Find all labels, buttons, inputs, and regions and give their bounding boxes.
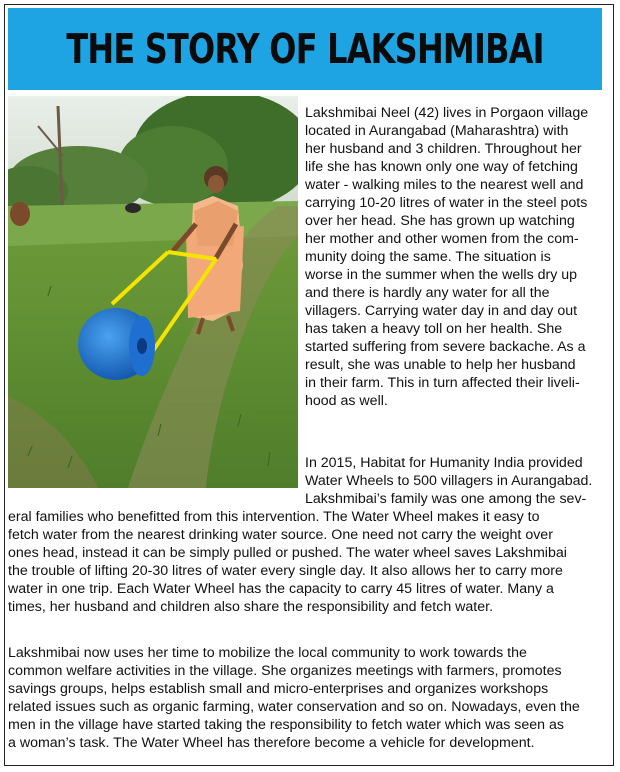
paragraph-line: worse in the summer when the wells dry up	[305, 267, 578, 283]
paragraph-line: savings groups, helps establish small and micro-enterprises and organizes workshops	[8, 681, 549, 697]
paragraph-line: and there is hardly any water for all the	[305, 285, 550, 301]
woman-pushing-water-wheel-photo	[8, 96, 298, 488]
paragraph-line: a woman’s task. The Water Wheel has therefore become a vehicle for development.	[8, 735, 535, 751]
paragraph-line: fetch water from the nearest drinking water source. One need not carry the weight over	[8, 527, 553, 543]
paragraph-line: located in Aurangabad (Maharashtra) with	[305, 123, 569, 139]
paragraph-line: In 2015, Habitat for Humanity India provided	[305, 455, 583, 471]
paragraph-line: related issues such as organic farming, water conservation and so on. Nowadays, even the	[8, 699, 580, 715]
paragraph-line: Lakshmibai Neel (42) lives in Porgaon village	[305, 105, 589, 121]
title-banner	[8, 8, 602, 90]
paragraph-2-bottom	[8, 508, 608, 616]
paragraph-line: Lakshmibai now uses her time to mobilize the local community to work towards the	[8, 645, 527, 661]
paragraph-line: times, her husband and children also share the responsibility and fetch water.	[8, 599, 494, 615]
paragraph-line: Lakshmibai’s family was one among the sev-	[305, 491, 587, 507]
paragraph-line: ones head, instead it can be simply pulled or pushed. The water wheel saves Lakshmibai	[8, 545, 567, 561]
paragraph-line: in their farm. This in turn affected their liveli-	[305, 375, 580, 391]
paragraph-line: her husband and 3 children. Throughout her	[305, 141, 582, 157]
paragraph-1	[305, 104, 601, 410]
paragraph-2-top	[305, 454, 601, 508]
paragraph-line: over her head. She has grown up watching	[305, 213, 575, 229]
paragraph-line: Water Wheels to 500 villagers in Aurangabad.	[305, 473, 593, 489]
paragraph-line: hood as well.	[305, 393, 388, 409]
paragraph-line: the trouble of lifting 20-30 litres of water every single day. It also allows her to carry more	[8, 563, 563, 579]
paragraph-line: her mother and other women from the com-	[305, 231, 579, 247]
paragraph-line: started suffering from severe backache. As a	[305, 339, 586, 355]
paragraph-line: water in one trip. Each Water Wheel has the capacity to carry 45 litres of water. Many a	[8, 581, 554, 597]
paragraph-3	[8, 644, 608, 752]
paragraph-line: water - walking miles to the nearest well and	[305, 177, 584, 193]
paragraph-line: has taken a heavy toll on her health. She	[305, 321, 563, 337]
paragraph-line: munity doing the same. The situation is	[305, 249, 551, 265]
paragraph-line: eral families who benefitted from this intervention. The Water Wheel makes it easy to	[8, 509, 540, 525]
page-title: THE STORY OF LAKSHMIBAI	[66, 25, 544, 73]
paragraph-line: common welfare activities in the village. She organizes meetings with farmers, promotes	[8, 663, 562, 679]
paragraph-line: life she has known only one way of fetching	[305, 159, 578, 175]
story-photo	[8, 96, 298, 488]
paragraph-line: carrying 10-20 litres of water in the steel pots	[305, 195, 588, 211]
paragraph-line: men in the village have started taking the responsibility to fetch water which was seen as	[8, 717, 564, 733]
paragraph-line: result, she was unable to help her husband	[305, 357, 576, 373]
paragraph-line: villagers. Carrying water day in and day out	[305, 303, 578, 319]
